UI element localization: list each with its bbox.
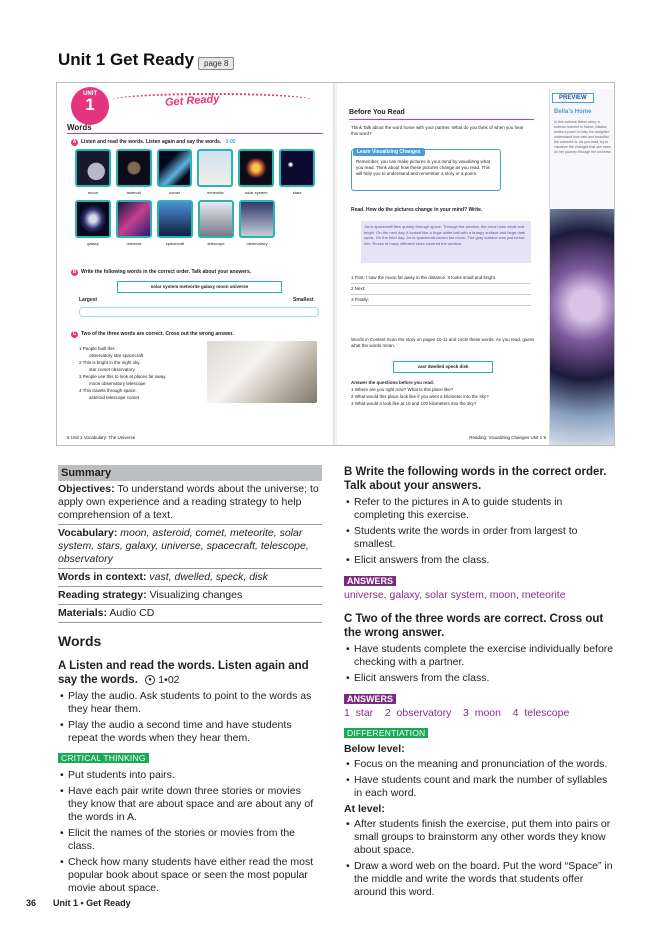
letter-b-icon: B xyxy=(72,269,77,275)
list-item: • Put students into pairs. xyxy=(58,769,322,782)
list-item: • Refer to the pictures in A to guide students in completing this exercise. xyxy=(344,496,616,522)
word-box: solar system meteorite galaxy moon universe xyxy=(117,281,282,293)
student-book-right-page xyxy=(337,83,615,446)
picture-label: meteorite xyxy=(207,190,224,195)
summary-vocabulary: Vocabulary: moon, asteroid, comet, meteorite, solar system, stars, galaxy, universe, spacecraft, telescope, observatory xyxy=(58,525,322,569)
list-item: • Students write the words in order from largest to smallest. xyxy=(344,525,616,551)
exercise-f-instruction: Answer the questions before you read. xyxy=(351,380,435,385)
list-item: • Elicit answers from the class. xyxy=(344,554,616,567)
solar-system-picture xyxy=(238,149,274,187)
picture-label: comet xyxy=(169,190,181,195)
section-a-list xyxy=(58,690,322,745)
summary-words-in-context: Words in context: vast, dwelled, speck, disk xyxy=(58,569,322,587)
exercise-c-options: observatory star spacecraft xyxy=(89,353,144,358)
right-page-footer: Reading: Visualizing Changes Unit 1 9 xyxy=(469,435,546,440)
unit-badge-label: UNIT xyxy=(83,91,97,97)
words-heading: Words xyxy=(58,633,102,649)
words-in-context-prompt: Words in Context Scan the story on pages 10-11 and circle these words. As you read, guess what the words mean. xyxy=(351,337,535,348)
observatory-picture xyxy=(239,200,275,238)
page-footer-label: Unit 1 • Get Ready xyxy=(53,898,131,908)
page-title: Unit 1 Get Ready xyxy=(58,50,195,69)
picture-label: stars xyxy=(292,190,302,195)
critical-thinking-list xyxy=(58,769,322,895)
list-item: • Elicit answers from the class. xyxy=(344,672,616,685)
list-item: • Have each pair write down three stories or movies they know that are about space and are about any of the words in A. xyxy=(58,785,322,824)
section-a-heading: A Listen and read the words. Listen again and say the words. ● 1•02 xyxy=(58,660,309,686)
student-book-spread xyxy=(56,82,615,446)
exercise-f-item: 2 What would this place look like if you went a kilometer into the sky? xyxy=(351,394,489,399)
preview-title: Bella's Home xyxy=(554,109,592,115)
vocabulary-pictures xyxy=(75,149,315,251)
exercise-c-options: asteroid telescope comet xyxy=(89,395,140,400)
section-c-answers: 1 star 2 observatory 3 moon 4 telescope xyxy=(344,707,570,719)
divider xyxy=(67,133,323,134)
list-item: • Focus on the meaning and pronunciation of the words. xyxy=(344,758,616,771)
preview-text: In this science fiction story, a science teacher in Nome, Alaska, writes a poem to help his daughter understand how vast and beautiful the universe is. As you read, try to visualize the changes that she sees on her journey through the universe. xyxy=(554,120,612,154)
answers-tag: ANSWERS xyxy=(344,694,396,704)
words-section-label: Words xyxy=(67,123,92,132)
picture-label: telescope xyxy=(207,241,225,246)
comet-picture xyxy=(157,149,193,187)
get-ready-heading: Get Ready xyxy=(164,93,220,109)
exercise-f xyxy=(351,379,551,407)
think-prompt: Think Talk about the word home with your partner. What do you think of when you hear this word? xyxy=(351,125,524,136)
section-b-answers: universe, galaxy, solar system, moon, meteorite xyxy=(344,589,566,601)
letter-c-icon: C xyxy=(72,331,77,337)
right-column xyxy=(344,465,616,902)
left-page-footer: 8 Unit 1 Vocabulary: The Universe xyxy=(67,435,136,440)
left-column xyxy=(58,465,322,898)
before-you-read-heading: Before You Read xyxy=(349,109,405,116)
preview-panel xyxy=(549,89,613,446)
audio-cd-icon: ● xyxy=(145,675,155,685)
picture-label: spacecraft xyxy=(165,241,185,246)
exercise-c-item: 3 People use this to look at places far away. xyxy=(79,374,167,379)
section-b-list xyxy=(344,496,616,567)
answer-line: 3 Finally: xyxy=(351,295,531,306)
meteorite-picture xyxy=(197,149,233,187)
list-item: • Play the audio. Ask students to point to the words as they hear them. xyxy=(58,690,322,716)
answer-row xyxy=(79,307,319,317)
below-level-label: Below level: xyxy=(344,743,405,755)
learn-box: Remember, you can make pictures in your mind by visualizing what you read. Think about how these pictures change as you read. This will help you to understand and remember a story or a poem. xyxy=(351,149,501,191)
divider xyxy=(349,119,534,120)
picture-label: moon xyxy=(87,190,98,195)
exercise-c-item: 2 This is bright in the night sky. xyxy=(79,360,141,365)
learn-tag: Learn Visualizing Changes xyxy=(353,148,425,156)
exercise-c-items xyxy=(79,345,199,401)
exercise-c-item: 1 People built this. xyxy=(79,346,116,351)
context-word-box: vast dwelled speck disk xyxy=(393,361,493,373)
summary-materials: Materials: Audio CD xyxy=(58,605,322,623)
answer-line: 1 First: I saw the moon far away in the distance. It looks small and bright. xyxy=(351,273,531,284)
exercise-b-instruction: B Write the following words in the correct order. Talk about your answers. xyxy=(72,269,252,275)
asteroid-picture xyxy=(116,149,152,187)
picture-label: solar system xyxy=(245,190,268,195)
smallest-label: Smallest xyxy=(293,297,314,303)
list-item: • Elicit the names of the stories or movies from the class. xyxy=(58,827,322,853)
at-level-label: At level: xyxy=(344,803,385,815)
exercise-a-instruction: A Listen and read the words. Listen again and say the words. 1-02 xyxy=(72,139,236,145)
stars-picture xyxy=(279,149,315,187)
answers-tag: ANSWERS xyxy=(344,576,396,586)
read-question: Read. How do the pictures change in your mind? Write. xyxy=(351,207,483,213)
student-book-left-page xyxy=(57,83,335,446)
list-item: • Have students count and mark the number of syllables in each word. xyxy=(344,774,616,800)
page-number: 36 xyxy=(26,898,37,908)
letter-a-icon: A xyxy=(72,139,77,145)
unit-badge xyxy=(71,87,109,125)
list-item: • Draw a word web on the board. Put the word “Space” in the middle and write the words that students offer around this word. xyxy=(344,860,616,899)
critical-thinking-tag: CRITICAL THINKING xyxy=(58,753,149,763)
galaxy-picture xyxy=(75,200,111,238)
below-level-list xyxy=(344,758,616,800)
picture-label: galaxy xyxy=(87,241,99,246)
picture-label: asteroid xyxy=(126,190,141,195)
exercise-f-item: 3 What would it look like at 10 and 100 kilometers into the sky? xyxy=(351,401,477,406)
summary-reading-strategy: Reading strategy: Visualizing changes xyxy=(58,587,322,605)
audio-track: 1•02 xyxy=(158,674,180,686)
universe-picture xyxy=(116,200,152,238)
exercise-c-item: 4 This travels through space. xyxy=(79,388,137,393)
answer-line: 2 Next: xyxy=(351,284,531,295)
picture-label: observatory xyxy=(246,241,268,246)
story-excerpt: Jon's spacecraft flew quickly through space. Through the window, the moon was small and bright. On the next day, it looked like a huge white ball with a bumpy surface and large dark spots. On the third day, Jon's spacecraft circled the moon. The gray surface was just below him. Rocks of many different sizes covered the surface. xyxy=(361,221,531,263)
students-telescope-photo xyxy=(207,341,317,403)
space-illustration xyxy=(550,209,614,446)
exercise-f-item: 1 Where are you right now? What is this place like? xyxy=(351,387,454,392)
page-reference-badge: page 8 xyxy=(198,57,234,70)
picture-label: universe xyxy=(126,241,142,246)
telescope-picture xyxy=(198,200,234,238)
spacecraft-picture xyxy=(157,200,193,238)
exercise-c-options: star comet observatory xyxy=(89,367,135,372)
exercise-c-options: moon observatory telescope xyxy=(89,381,146,386)
largest-label: Largest xyxy=(79,297,98,303)
audio-track: 1-02 xyxy=(225,139,236,145)
section-b-heading: B Write the following words in the correct order. Talk about your answers. xyxy=(344,466,607,492)
summary-objectives: Objectives: To understand words about the universe; to apply own experience and a reading strategy to help comprehension of a text. xyxy=(58,481,322,525)
section-c-list xyxy=(344,643,616,685)
preview-tag: PREVIEW xyxy=(552,93,594,103)
answer-lines xyxy=(351,273,531,306)
section-c-heading: C Two of the three words are correct. Cross out the wrong answer. xyxy=(344,613,604,639)
differentiation-tag: DIFFERENTIATION xyxy=(344,728,428,738)
summary-heading: Summary xyxy=(58,465,322,481)
list-item: • Check how many students have either read the most popular book about space or seen the most popular movie about space. xyxy=(58,856,322,895)
list-item: • After students finish the exercise, put them into pairs or small groups to brainstorm any other words they know about space. xyxy=(344,818,616,857)
list-item: • Play the audio a second time and have students repeat the words when they hear them. xyxy=(58,719,322,745)
exercise-c-instruction: C Two of the three words are correct. Cross out the wrong answer. xyxy=(72,331,234,337)
moon-picture xyxy=(75,149,111,187)
unit-badge-number: 1 xyxy=(85,95,95,114)
list-item: • Have students complete the exercise individually before checking with a partner. xyxy=(344,643,616,669)
at-level-list xyxy=(344,818,616,899)
